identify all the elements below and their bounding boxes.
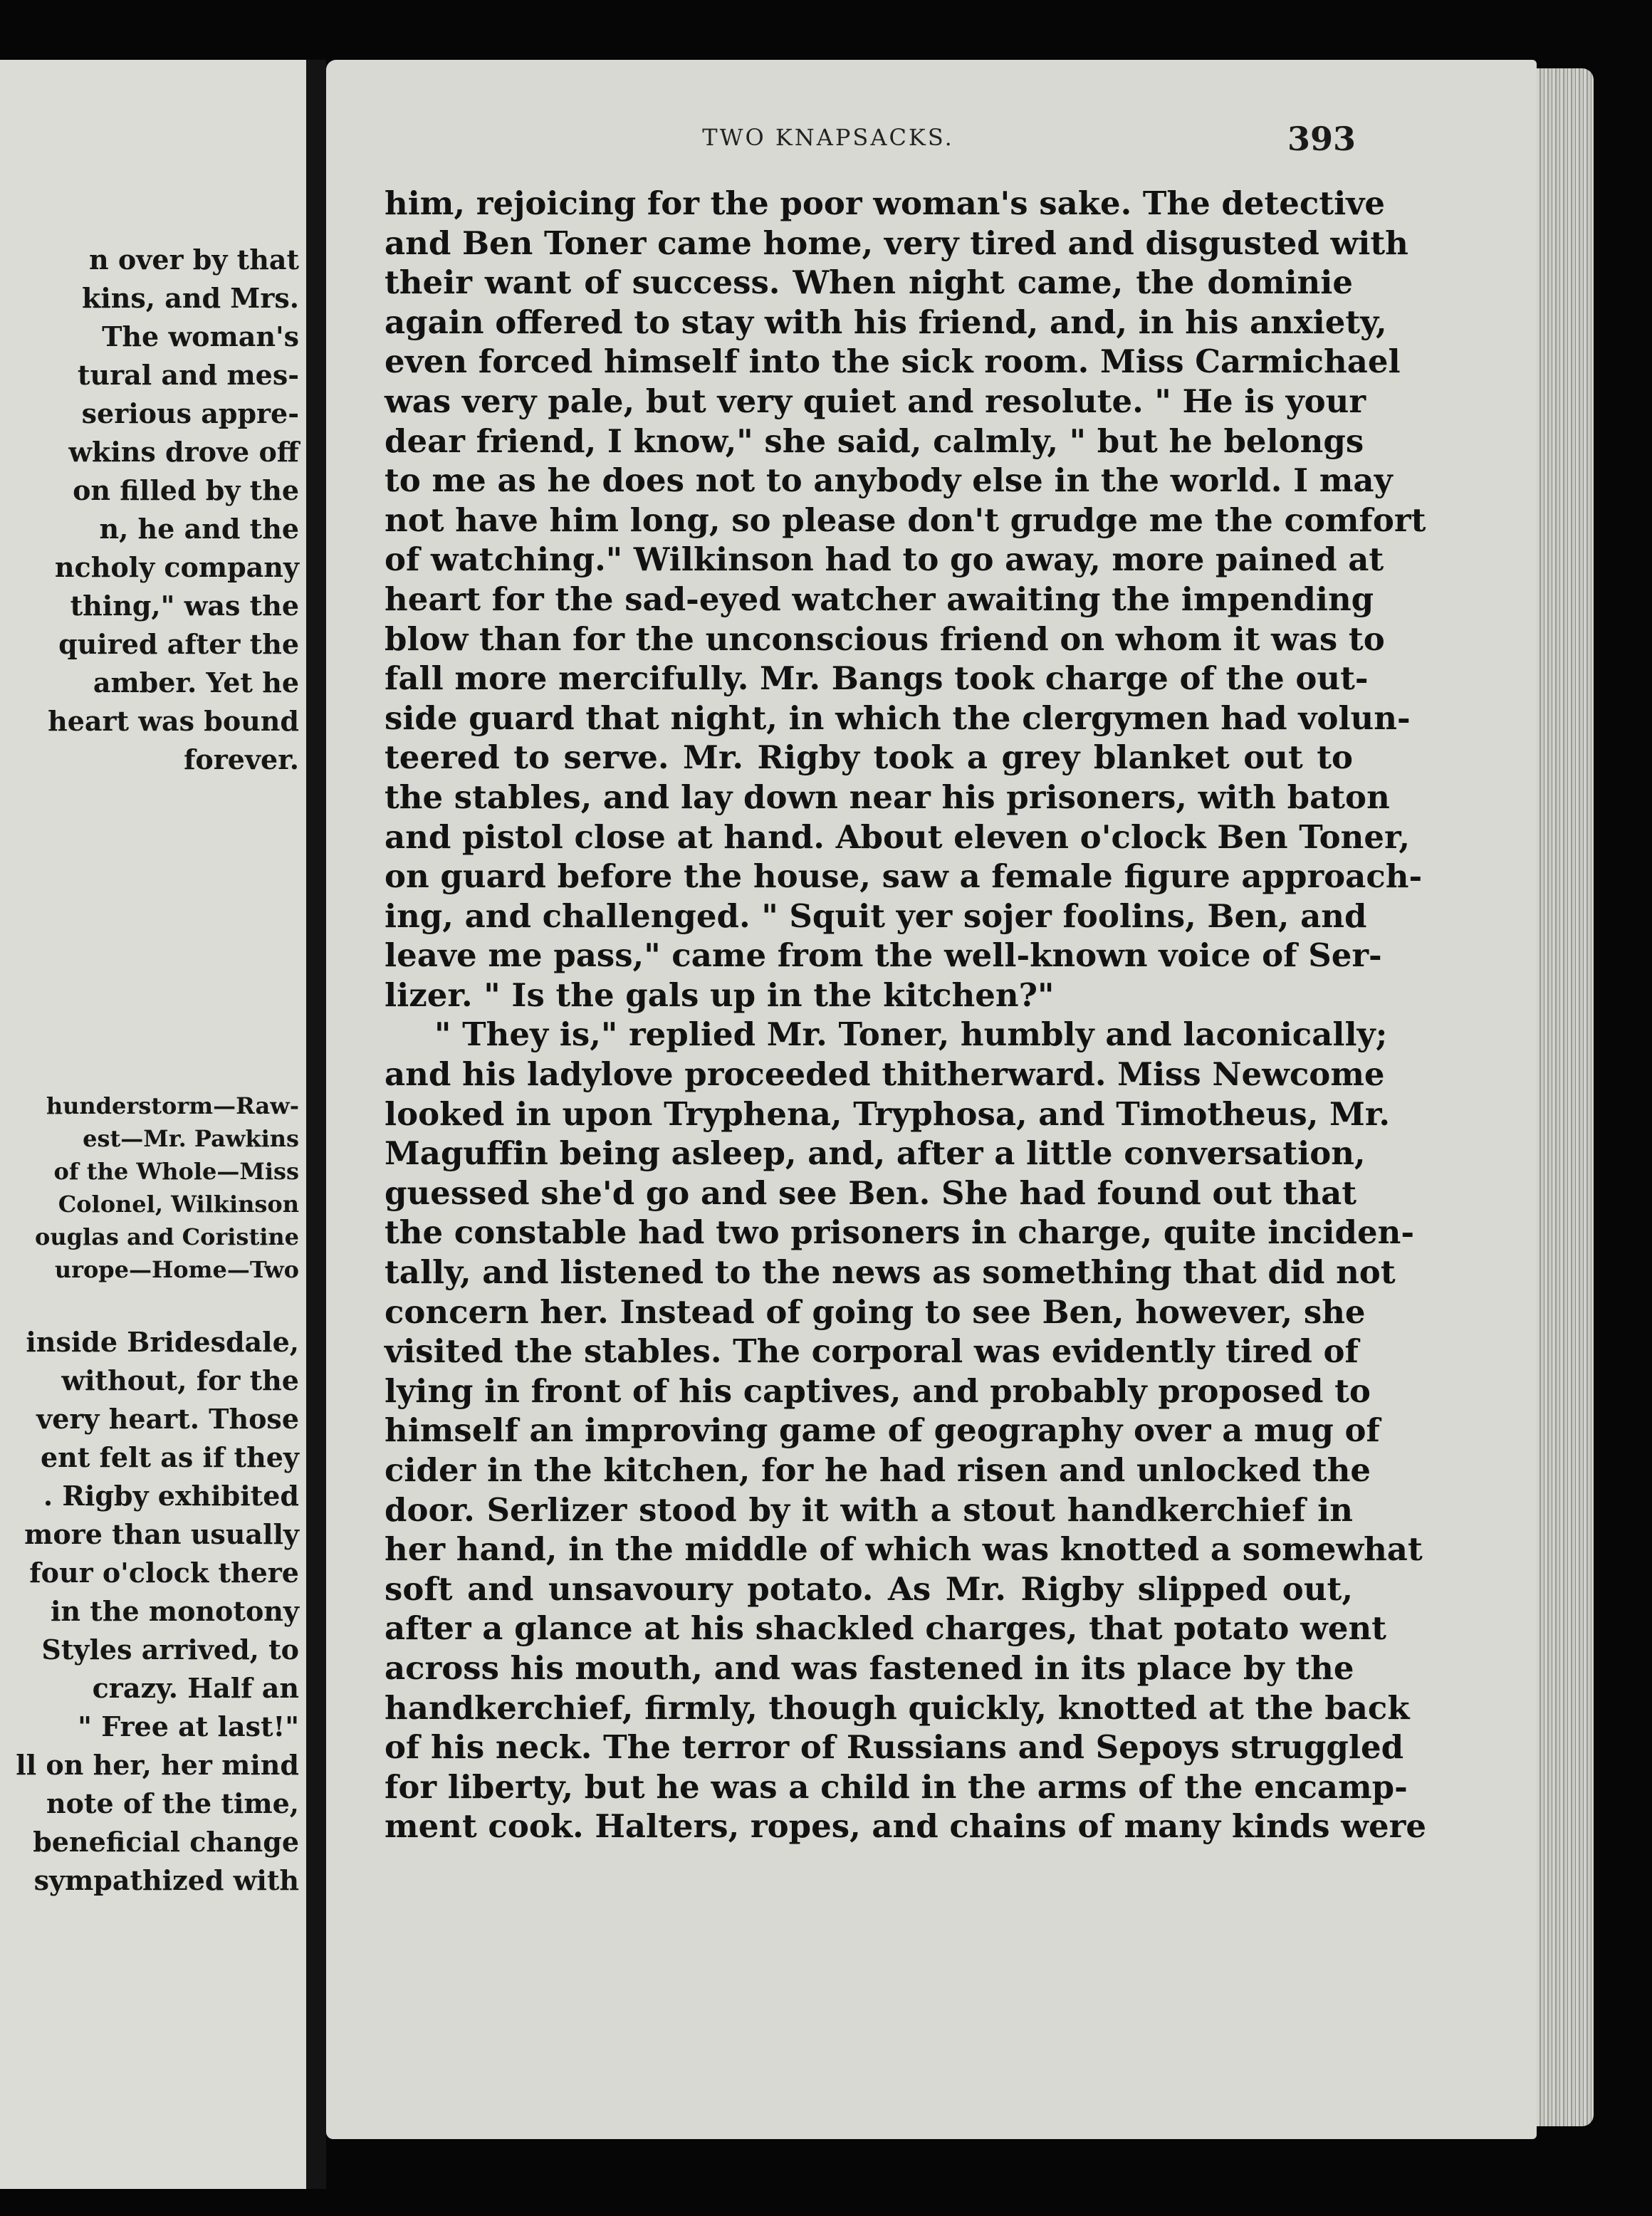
left-text-line: forever. xyxy=(184,743,299,775)
body-text-line: tally, and listened to the news as something that did not xyxy=(385,1253,1396,1292)
body-text-line: and Ben Toner came home, very tired and disgusted with xyxy=(385,224,1408,262)
body-text-line: visited the stables. The corporal was evidently tired of xyxy=(385,1332,1359,1371)
body-text-line: Maguffin being asleep, and, after a little conversation, xyxy=(385,1134,1366,1173)
left-page xyxy=(0,60,306,2189)
body-text-line: again offered to stay with his friend, and, in his anxiety, xyxy=(385,303,1387,341)
body-text-line: fall more mercifully. Mr. Bangs took charge of the out- xyxy=(385,659,1369,698)
body-text-line: and pistol close at hand. About eleven o'clock Ben Toner, xyxy=(385,817,1411,856)
body-text xyxy=(385,184,1427,1846)
body-text-line: teered to serve. Mr. Rigby took a grey blanket out to xyxy=(385,738,1353,777)
body-text-line: him, rejoicing for the poor woman's sake. The detective xyxy=(385,184,1385,222)
left-page-text-top xyxy=(7,241,299,779)
body-text-line: ing, and challenged. " Squit yer sojer foolins, Ben, and xyxy=(385,897,1367,935)
page-number: 393 xyxy=(1287,120,1356,158)
body-text-line: lying in front of his captives, and probably proposed to xyxy=(385,1371,1371,1410)
body-text-line: after a glance at his shackled charges, that potato went xyxy=(385,1609,1386,1648)
body-text-line: concern her. Instead of going to see Ben, however, she xyxy=(385,1292,1366,1331)
left-text-line: in the monotony xyxy=(50,1595,299,1627)
body-text-line: lizer. " Is the gals up in the kitchen?" xyxy=(385,976,1055,1014)
left-text-line: kins, and Mrs. xyxy=(81,282,299,314)
page-edges xyxy=(1537,68,1594,2126)
left-text-line: tural and mes- xyxy=(77,359,299,391)
left-text-line: n over by that xyxy=(89,244,299,276)
left-text-line: quired after the xyxy=(58,628,299,660)
left-synopsis-line: ouglas and Coristine xyxy=(35,1223,299,1250)
body-text-line: on guard before the house, saw a female figure approach- xyxy=(385,857,1423,896)
left-text-line: thing," was the xyxy=(70,590,299,622)
left-text-line: Styles arrived, to xyxy=(41,1634,299,1666)
body-text-line: even forced himself into the sick room. Miss Carmichael xyxy=(385,343,1401,381)
body-text-line: for liberty, but he was a child in the arms of the encamp- xyxy=(385,1767,1408,1806)
body-text-line: looked in upon Tryphena, Tryphosa, and Timotheus, Mr. xyxy=(385,1094,1391,1133)
body-text-line: the stables, and lay down near his prisoners, with baton xyxy=(385,778,1390,816)
left-text-line: more than usually xyxy=(24,1518,299,1550)
body-text-line: of his neck. The terror of Russians and Sepoys struggled xyxy=(385,1728,1404,1767)
left-text-line: inside Bridesdale, xyxy=(26,1326,299,1358)
left-synopsis-line: est—Mr. Pawkins xyxy=(83,1125,299,1152)
left-text-line: ll on her, her mind xyxy=(16,1749,299,1781)
left-page-chapter-synopsis xyxy=(7,1089,299,1286)
left-text-line: wkins drove off xyxy=(68,436,299,468)
body-text-line: not have him long, so please don't grudge me the comfort xyxy=(385,501,1426,539)
body-text-line: to me as he does not to anybody else in the world. I may xyxy=(385,461,1393,500)
left-text-line: ncholy company xyxy=(54,551,299,583)
left-text-line: heart was bound xyxy=(48,705,299,737)
left-text-line: n, he and the xyxy=(99,513,299,545)
body-text-line: soft and unsavoury potato. As Mr. Rigby slipped out, xyxy=(385,1569,1353,1608)
left-text-line: amber. Yet he xyxy=(93,667,299,699)
left-text-line: crazy. Half an xyxy=(92,1672,299,1704)
left-text-line: very heart. Those xyxy=(36,1403,299,1435)
left-synopsis-line: Colonel, Wilkinson xyxy=(58,1191,299,1218)
body-text-line: himself an improving game of geography over a mug of xyxy=(385,1411,1380,1450)
body-text-line: dear friend, I know," she said, calmly, " but he belongs xyxy=(385,422,1364,460)
left-text-line: ent felt as if they xyxy=(40,1441,299,1473)
body-text-line: " They is," replied Mr. Toner, humbly and laconically; xyxy=(434,1015,1388,1054)
body-text-line: side guard that night, in which the clergymen had volun- xyxy=(385,699,1411,737)
left-page-text-bottom xyxy=(7,1323,299,1900)
body-text-line: across his mouth, and was fastened in its place by the xyxy=(385,1648,1354,1687)
book-gutter xyxy=(306,60,326,2189)
body-text-line: door. Serlizer stood by it with a stout handkerchief in xyxy=(385,1490,1353,1529)
body-text-line: cider in the kitchen, for he had risen and unlocked the xyxy=(385,1451,1371,1489)
body-text-line: their want of success. When night came, the dominie xyxy=(385,263,1353,302)
left-text-line: serious appre- xyxy=(81,397,299,429)
body-text-line: her hand, in the middle of which was knotted a somewhat xyxy=(385,1530,1423,1569)
body-text-line: handkerchief, firmly, though quickly, knotted at the back xyxy=(385,1688,1410,1727)
left-text-line: on filled by the xyxy=(73,474,299,506)
body-text-line: of watching." Wilkinson had to go away, more pained at xyxy=(385,540,1384,579)
left-synopsis-line: hunderstorm—Raw- xyxy=(46,1092,299,1119)
left-text-line: beneficial change xyxy=(33,1826,299,1858)
left-text-line: without, for the xyxy=(61,1364,299,1396)
body-text-line: ment cook. Halters, ropes, and chains of many kinds were xyxy=(385,1807,1427,1846)
left-synopsis-line: of the Whole—Miss xyxy=(53,1158,299,1185)
left-text-line: . Rigby exhibited xyxy=(43,1480,299,1512)
body-text-line: heart for the sad-eyed watcher awaiting the impending xyxy=(385,580,1374,618)
running-head: TWO KNAPSACKS. xyxy=(702,124,954,151)
body-text-line: guessed she'd go and see Ben. She had found out that xyxy=(385,1174,1357,1212)
left-text-line: The woman's xyxy=(102,320,299,352)
left-text-line: sympathized with xyxy=(33,1864,299,1896)
body-text-line: the constable had two prisoners in charge, quite inciden- xyxy=(385,1213,1414,1252)
body-text-line: and his ladylove proceeded thitherward. Miss Newcome xyxy=(385,1055,1385,1094)
left-text-line: four o'clock there xyxy=(29,1557,299,1589)
left-synopsis-line: urope—Home—Two xyxy=(54,1256,299,1283)
body-text-line: blow than for the unconscious friend on whom it was to xyxy=(385,620,1385,658)
body-text-line: leave me pass," came from the well-known voice of Ser- xyxy=(385,936,1382,975)
body-text-line: was very pale, but very quiet and resolute. " He is your xyxy=(385,382,1366,420)
left-text-line: note of the time, xyxy=(46,1787,299,1819)
left-text-line: " Free at last!" xyxy=(78,1710,299,1742)
